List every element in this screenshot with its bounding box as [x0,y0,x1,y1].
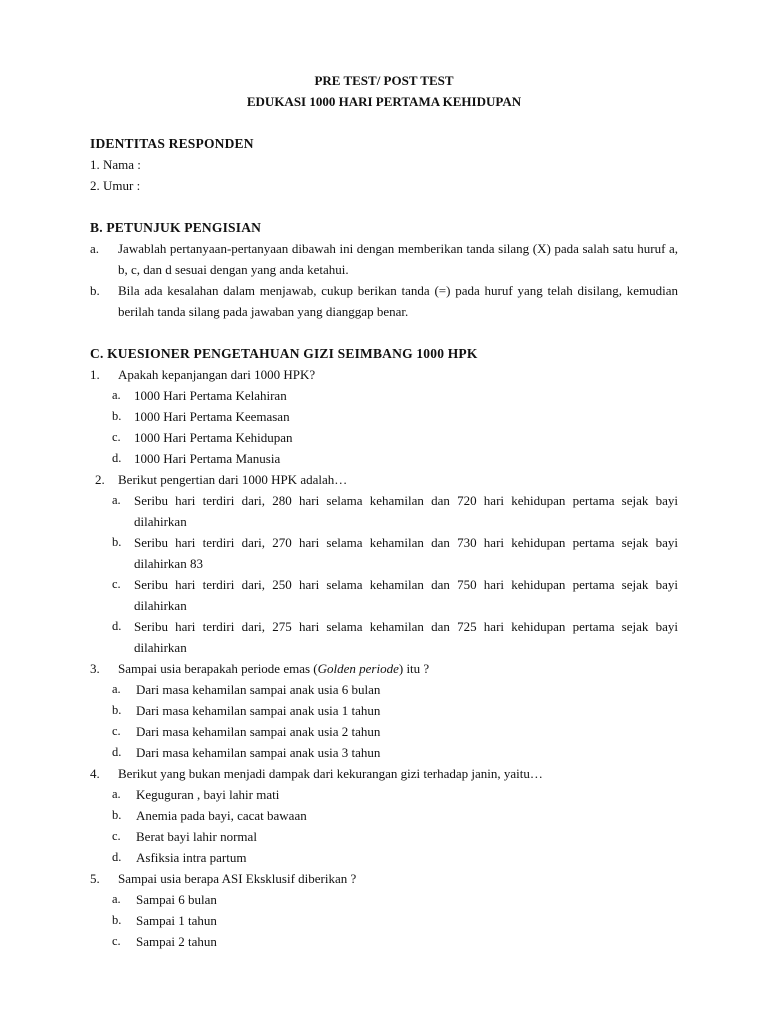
option-letter: c. [112,724,121,738]
instruction-marker: b. [90,283,100,298]
option-letter: a. [112,892,121,906]
answer-option[interactable] [90,532,678,574]
questionnaire-heading: C. KUESIONER PENGETAHUAN GIZI SEIMBANG 1000 HPK [90,346,478,361]
answer-option[interactable] [90,784,678,805]
option-letter: a. [112,388,121,402]
option-text: 1000 Hari Pertama Manusia [134,451,281,466]
instructions-heading: B. PETUNJUK PENGISIAN [90,220,262,235]
answer-option[interactable] [90,931,678,952]
question-2 [90,469,678,490]
option-text: Seribu hari terdiri dari, 250 hari selama kehamilan dan 750 hari kehidupan pertama sejak bayi dilahirkan [134,577,678,613]
question-text-italic: Golden periode [317,661,399,676]
option-text: Seribu hari terdiri dari, 275 hari selama kehamilan dan 725 hari kehidupan pertama sejak bayi dilahirkan [134,619,678,655]
option-text: 1000 Hari Pertama Keemasan [134,409,290,424]
option-letter: a. [112,682,121,696]
option-text: Dari masa kehamilan sampai anak usia 6 bulan [136,682,381,697]
question-number: 3. [90,661,100,676]
instruction-text: Bila ada kesalahan dalam menjawab, cukup berikan tanda (=) pada huruf yang telah disilang, kemudian berilah tanda silang pada jawaban yang dianggap benar. [118,283,678,319]
question-number: 4. [90,766,100,781]
instruction-marker: a. [90,241,100,256]
question-5 [90,868,678,889]
question-text-before: Sampai usia berapakah periode emas ( [118,661,318,676]
answer-option[interactable] [90,679,678,700]
option-text: Sampai 1 tahun [136,913,217,928]
option-letter: b. [112,703,122,717]
option-letter: b. [112,808,122,822]
identity-heading: IDENTITAS RESPONDEN [90,136,254,151]
instruction-item [90,280,678,322]
answer-option[interactable] [90,889,678,910]
option-letter: c. [112,934,121,948]
answer-option[interactable] [90,406,678,427]
answer-option[interactable] [90,385,678,406]
question-4 [90,763,678,784]
document-title-line1: PRE TEST/ POST TEST [314,73,454,88]
option-text: Dari masa kehamilan sampai anak usia 2 tahun [136,724,381,739]
question-text: Berikut pengertian dari 1000 HPK adalah… [118,472,348,487]
option-text: Keguguran , bayi lahir mati [136,787,280,802]
question-text: Berikut yang bukan menjadi dampak dari kekurangan gizi terhadap janin, yaitu… [118,766,543,781]
identity-field-age: 2. Umur : [90,178,141,193]
document-page [90,70,678,952]
answer-option[interactable] [90,427,678,448]
option-letter: d. [112,619,122,633]
option-letter: d. [112,451,122,465]
question-text: Sampai usia berapa ASI Eksklusif diberikan ? [118,871,357,886]
option-text: 1000 Hari Pertama Kehidupan [134,430,293,445]
question-number: 5. [90,871,100,886]
answer-option[interactable] [90,574,678,616]
question-number: 2. [95,472,105,487]
question-1 [90,364,678,385]
answer-option[interactable] [90,826,678,847]
answer-option[interactable] [90,700,678,721]
answer-option[interactable] [90,742,678,763]
option-letter: a. [112,493,121,507]
option-letter: c. [112,829,121,843]
question-text: Apakah kepanjangan dari 1000 HPK? [118,367,316,382]
answer-option[interactable] [90,448,678,469]
question-number: 1. [90,367,100,382]
instruction-item [90,238,678,280]
option-letter: d. [112,745,122,759]
question-text-after: ) itu ? [398,661,430,676]
instructions-section [90,217,678,322]
option-text: Dari masa kehamilan sampai anak usia 1 tahun [136,703,381,718]
question-text [118,658,678,679]
answer-option[interactable] [90,910,678,931]
option-text: Sampai 6 bulan [136,892,217,907]
option-text: 1000 Hari Pertama Kelahiran [134,388,287,403]
option-text: Anemia pada bayi, cacat bawaan [136,808,307,823]
option-letter: d. [112,850,122,864]
option-text: Seribu hari terdiri dari, 270 hari selama kehamilan dan 730 hari kehidupan pertama sejak bayi dilahirkan 83 [134,535,678,571]
document-title-line2: EDUKASI 1000 HARI PERTAMA KEHIDUPAN [246,94,522,109]
option-text: Asfiksia intra partum [136,850,247,865]
answer-option[interactable] [90,721,678,742]
question-3 [90,658,678,679]
answer-option[interactable] [90,490,678,532]
option-letter: a. [112,787,121,801]
option-text: Berat bayi lahir normal [136,829,257,844]
answer-option[interactable] [90,847,678,868]
option-text: Dari masa kehamilan sampai anak usia 3 tahun [136,745,381,760]
option-letter: c. [112,430,121,444]
option-text: Sampai 2 tahun [136,934,217,949]
identity-field-name: 1. Nama : [90,157,141,172]
instruction-text: Jawablah pertanyaan-pertanyaan dibawah ini dengan memberikan tanda silang (X) pada salah satu huruf a, b, c, dan d sesuai dengan yang anda ketahui. [118,241,678,277]
answer-option[interactable] [90,616,678,658]
option-letter: b. [112,535,122,549]
option-letter: b. [112,409,122,423]
option-text: Seribu hari terdiri dari, 280 hari selama kehamilan dan 720 hari kehidupan pertama sejak bayi dilahirkan [134,493,678,529]
identity-section [90,133,678,196]
questionnaire-section [90,343,678,952]
answer-option[interactable] [90,805,678,826]
option-letter: c. [112,577,121,591]
option-letter: b. [112,913,122,927]
